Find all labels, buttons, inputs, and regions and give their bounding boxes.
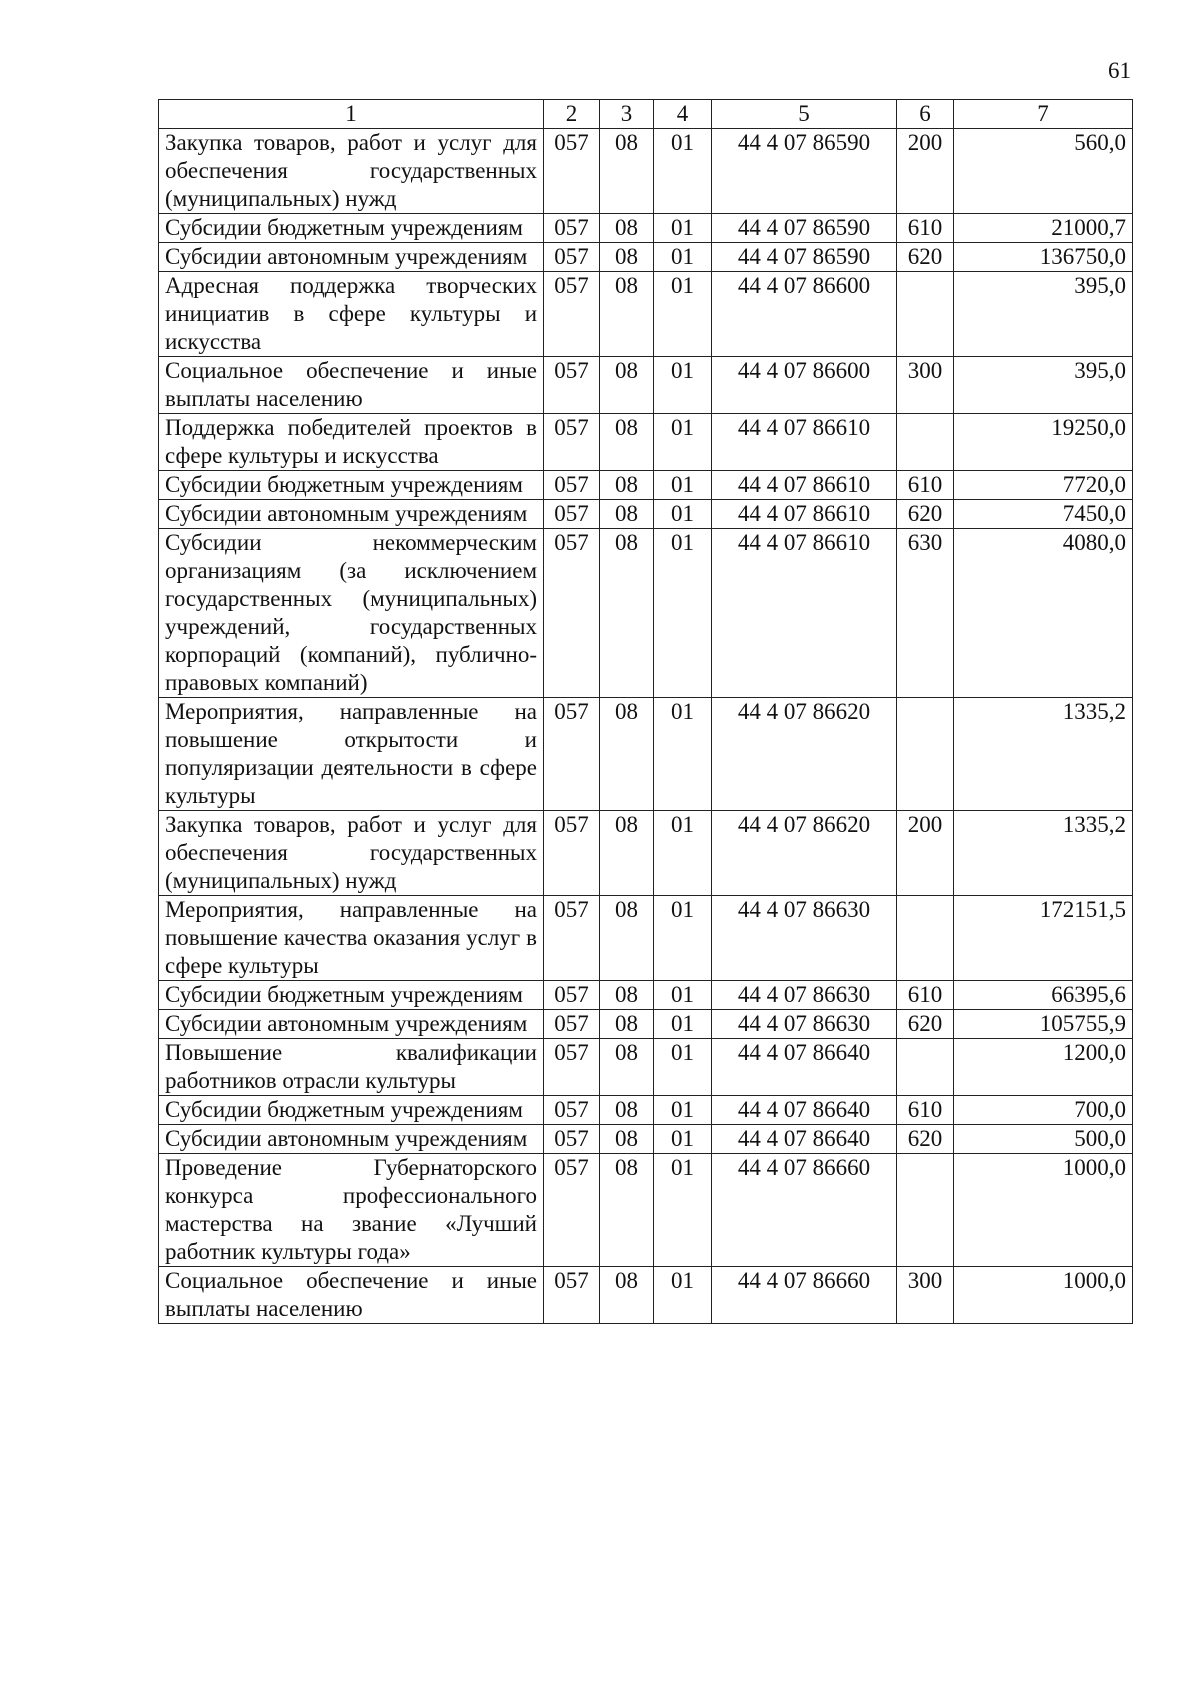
amount-cell: 105755,9 [954,1010,1133,1039]
expense-type-cell [897,896,954,981]
section-cell: 08 [600,1010,654,1039]
section-cell: 08 [600,1039,654,1096]
section-cell: 08 [600,698,654,811]
admin-code-cell: 057 [544,243,600,272]
expense-type-cell: 200 [897,811,954,896]
amount-cell: 395,0 [954,357,1133,414]
row-name-cell: Поддержка победителей проектов в сфере культуры и искусства [159,414,544,471]
subsection-cell: 01 [654,243,712,272]
row-name-cell: Адресная поддержка творческих инициатив в сфере культуры и искусства [159,272,544,357]
table-row [159,471,1133,500]
subsection-cell: 01 [654,811,712,896]
amount-cell: 4080,0 [954,529,1133,698]
page-number: 61 [1108,58,1131,83]
section-cell: 08 [600,471,654,500]
column-header: 2 [544,100,600,129]
amount-cell: 7720,0 [954,471,1133,500]
section-cell: 08 [600,529,654,698]
admin-code-cell: 057 [544,811,600,896]
expense-type-cell [897,272,954,357]
section-cell: 08 [600,272,654,357]
target-article-cell: 44 4 07 86640 [712,1096,897,1125]
subsection-cell: 01 [654,698,712,811]
target-article-cell: 44 4 07 86640 [712,1125,897,1154]
admin-code-cell: 057 [544,357,600,414]
admin-code-cell: 057 [544,1267,600,1324]
subsection-cell: 01 [654,357,712,414]
table-row [159,1039,1133,1096]
subsection-cell: 01 [654,1154,712,1267]
amount-cell: 560,0 [954,129,1133,214]
subsection-cell: 01 [654,129,712,214]
header-row [159,100,1133,129]
expense-type-cell [897,414,954,471]
row-name-cell: Субсидии автономным учреждениям [159,243,544,272]
amount-cell: 1000,0 [954,1154,1133,1267]
section-cell: 08 [600,1267,654,1324]
column-header: 1 [159,100,544,129]
amount-cell: 700,0 [954,1096,1133,1125]
target-article-cell: 44 4 07 86600 [712,357,897,414]
section-cell: 08 [600,1154,654,1267]
row-name-cell: Субсидии автономным учреждениям [159,1125,544,1154]
admin-code-cell: 057 [544,981,600,1010]
amount-cell: 1335,2 [954,698,1133,811]
table-row [159,214,1133,243]
table-row [159,1125,1133,1154]
target-article-cell: 44 4 07 86630 [712,981,897,1010]
expense-type-cell: 610 [897,1096,954,1125]
expense-type-cell: 300 [897,357,954,414]
table-row [159,529,1133,698]
target-article-cell: 44 4 07 86590 [712,214,897,243]
row-name-cell: Субсидии бюджетным учреждениям [159,471,544,500]
table-row [159,357,1133,414]
amount-cell: 7450,0 [954,500,1133,529]
column-header: 6 [897,100,954,129]
amount-cell: 1335,2 [954,811,1133,896]
expense-type-cell: 610 [897,214,954,243]
table-row [159,129,1133,214]
expense-type-cell: 620 [897,243,954,272]
admin-code-cell: 057 [544,896,600,981]
target-article-cell: 44 4 07 86660 [712,1154,897,1267]
subsection-cell: 01 [654,896,712,981]
subsection-cell: 01 [654,471,712,500]
admin-code-cell: 057 [544,529,600,698]
table-row [159,500,1133,529]
section-cell: 08 [600,981,654,1010]
amount-cell: 1000,0 [954,1267,1133,1324]
expense-type-cell [897,1039,954,1096]
table-row [159,243,1133,272]
row-name-cell: Субсидии некоммерческим организациям (за исключением государственных (муниципальных) учреждений, государственных корпораций (компаний), публично-правовых компаний) [159,529,544,698]
subsection-cell: 01 [654,1267,712,1324]
budget-table [158,99,1133,1324]
subsection-cell: 01 [654,529,712,698]
target-article-cell: 44 4 07 86640 [712,1039,897,1096]
admin-code-cell: 057 [544,1096,600,1125]
expense-type-cell: 300 [897,1267,954,1324]
admin-code-cell: 057 [544,214,600,243]
section-cell: 08 [600,811,654,896]
target-article-cell: 44 4 07 86610 [712,471,897,500]
section-cell: 08 [600,357,654,414]
expense-type-cell [897,1154,954,1267]
subsection-cell: 01 [654,272,712,357]
section-cell: 08 [600,1096,654,1125]
subsection-cell: 01 [654,500,712,529]
subsection-cell: 01 [654,1125,712,1154]
row-name-cell: Субсидии бюджетным учреждениям [159,981,544,1010]
section-cell: 08 [600,129,654,214]
column-header: 3 [600,100,654,129]
table-row [159,1267,1133,1324]
expense-type-cell: 630 [897,529,954,698]
amount-cell: 66395,6 [954,981,1133,1010]
target-article-cell: 44 4 07 86590 [712,129,897,214]
admin-code-cell: 057 [544,698,600,811]
target-article-cell: 44 4 07 86610 [712,529,897,698]
target-article-cell: 44 4 07 86610 [712,500,897,529]
table-body [159,129,1133,1324]
row-name-cell: Субсидии бюджетным учреждениям [159,1096,544,1125]
table-row [159,698,1133,811]
table-row [159,1096,1133,1125]
target-article-cell: 44 4 07 86630 [712,1010,897,1039]
row-name-cell: Субсидии автономным учреждениям [159,500,544,529]
admin-code-cell: 057 [544,1125,600,1154]
admin-code-cell: 057 [544,1039,600,1096]
amount-cell: 136750,0 [954,243,1133,272]
expense-type-cell: 200 [897,129,954,214]
amount-cell: 395,0 [954,272,1133,357]
target-article-cell: 44 4 07 86660 [712,1267,897,1324]
table-row [159,1010,1133,1039]
row-name-cell: Закупка товаров, работ и услуг для обеспечения государственных (муниципальных) нужд [159,811,544,896]
table-row [159,1154,1133,1267]
admin-code-cell: 057 [544,129,600,214]
expense-type-cell: 620 [897,500,954,529]
table-row [159,414,1133,471]
amount-cell: 21000,7 [954,214,1133,243]
amount-cell: 500,0 [954,1125,1133,1154]
admin-code-cell: 057 [544,414,600,471]
amount-cell: 172151,5 [954,896,1133,981]
admin-code-cell: 057 [544,500,600,529]
row-name-cell: Социальное обеспечение и иные выплаты населению [159,1267,544,1324]
row-name-cell: Мероприятия, направленные на повышение качества оказания услуг в сфере культуры [159,896,544,981]
admin-code-cell: 057 [544,471,600,500]
admin-code-cell: 057 [544,272,600,357]
row-name-cell: Повышение квалификации работников отрасли культуры [159,1039,544,1096]
target-article-cell: 44 4 07 86620 [712,811,897,896]
subsection-cell: 01 [654,981,712,1010]
column-header: 5 [712,100,897,129]
expense-type-cell: 610 [897,981,954,1010]
amount-cell: 1200,0 [954,1039,1133,1096]
row-name-cell: Субсидии бюджетным учреждениям [159,214,544,243]
target-article-cell: 44 4 07 86590 [712,243,897,272]
table-row [159,896,1133,981]
subsection-cell: 01 [654,1039,712,1096]
amount-cell: 19250,0 [954,414,1133,471]
expense-type-cell: 610 [897,471,954,500]
column-header: 7 [954,100,1133,129]
section-cell: 08 [600,500,654,529]
row-name-cell: Закупка товаров, работ и услуг для обеспечения государственных (муниципальных) нужд [159,129,544,214]
section-cell: 08 [600,214,654,243]
target-article-cell: 44 4 07 86630 [712,896,897,981]
row-name-cell: Проведение Губернаторского конкурса профессионального мастерства на звание «Лучший работник культуры года» [159,1154,544,1267]
subsection-cell: 01 [654,414,712,471]
table-row [159,811,1133,896]
expense-type-cell [897,698,954,811]
section-cell: 08 [600,896,654,981]
subsection-cell: 01 [654,1096,712,1125]
table-row [159,272,1133,357]
section-cell: 08 [600,243,654,272]
target-article-cell: 44 4 07 86600 [712,272,897,357]
target-article-cell: 44 4 07 86620 [712,698,897,811]
target-article-cell: 44 4 07 86610 [712,414,897,471]
subsection-cell: 01 [654,214,712,243]
expense-type-cell: 620 [897,1010,954,1039]
admin-code-cell: 057 [544,1010,600,1039]
column-header: 4 [654,100,712,129]
row-name-cell: Мероприятия, направленные на повышение открытости и популяризации деятельности в сфере культуры [159,698,544,811]
table-row [159,981,1133,1010]
row-name-cell: Субсидии автономным учреждениям [159,1010,544,1039]
section-cell: 08 [600,414,654,471]
section-cell: 08 [600,1125,654,1154]
subsection-cell: 01 [654,1010,712,1039]
admin-code-cell: 057 [544,1154,600,1267]
row-name-cell: Социальное обеспечение и иные выплаты населению [159,357,544,414]
expense-type-cell: 620 [897,1125,954,1154]
